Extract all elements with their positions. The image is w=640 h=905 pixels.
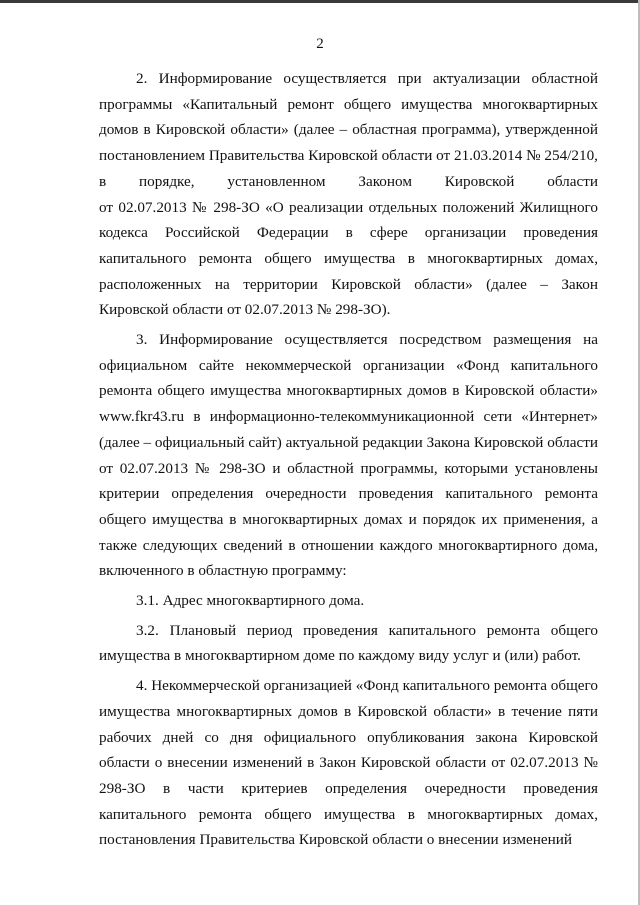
paragraph-3-1: 3.1. Адрес многоквартирного дома.	[136, 592, 365, 610]
paragraph-2-part-3: от 02.07.2013 № 298-ЗО «О реализации отдельных положений Жилищного кодекса Российской Федерации в сфере организации проведения капитального ремонта общего имущества в многоквартирных домах, расположенных на территории Кировской области» (далее – Закон Кировской области от 02.07.2013 № 298-ЗО).	[99, 198, 598, 319]
paragraph-2-part-1: 2. Информирование осуществляется при актуализации областной программы «Капитальный ремонт общего имущества многоквартирных домов в Кировской области» (далее – областная программа), утвержденной постановлением Правительства Кировской области от 21.03.2014 № 254/210,	[99, 70, 598, 165]
scan-top-edge	[0, 0, 640, 3]
paragraph-2-part-2: в порядке, установленном Законом Кировской области	[99, 172, 598, 190]
page-number: 2	[316, 36, 324, 52]
paragraph-4: 4. Некоммерческой организацией «Фонд капитального ремонта общего имущества многоквартирных домов в Кировской области» в течение пяти рабочих дней со дня официального опубликования закона Кировской области о внесении изменений в Закон Кировской области от 02.07.2013 № 298-ЗО в части критериев определения очередности проведения капитального ремонта общего имущества в многоквартирных домах, постановления Правительства Кировской области о внесении изменений	[99, 677, 598, 849]
paragraph-3-2: 3.2. Плановый период проведения капитального ремонта общего имущества в многоквартирном доме по каждому виду услуг и (или) работ.	[99, 621, 598, 665]
paragraph-2	[99, 66, 598, 323]
document-body	[99, 66, 598, 853]
paragraph-3: 3. Информирование осуществляется посредством размещения на официальном сайте некоммерческой организации «Фонд капитального ремонта общего имущества многоквартирных домов в Кировской области» www.fkr43.ru в информационно-телекоммуникационной сети «Интернет» (далее – официальный сайт) актуальной редакции Закона Кировской области от 02.07.2013 № 298-ЗО и областной программы, которыми установлены критерии определения очередности проведения капитального ремонта общего имущества в многоквартирных домах и порядок их применения, а также следующих сведений в отношении каждого многоквартирного дома, включенного в областную программу:	[99, 331, 598, 580]
